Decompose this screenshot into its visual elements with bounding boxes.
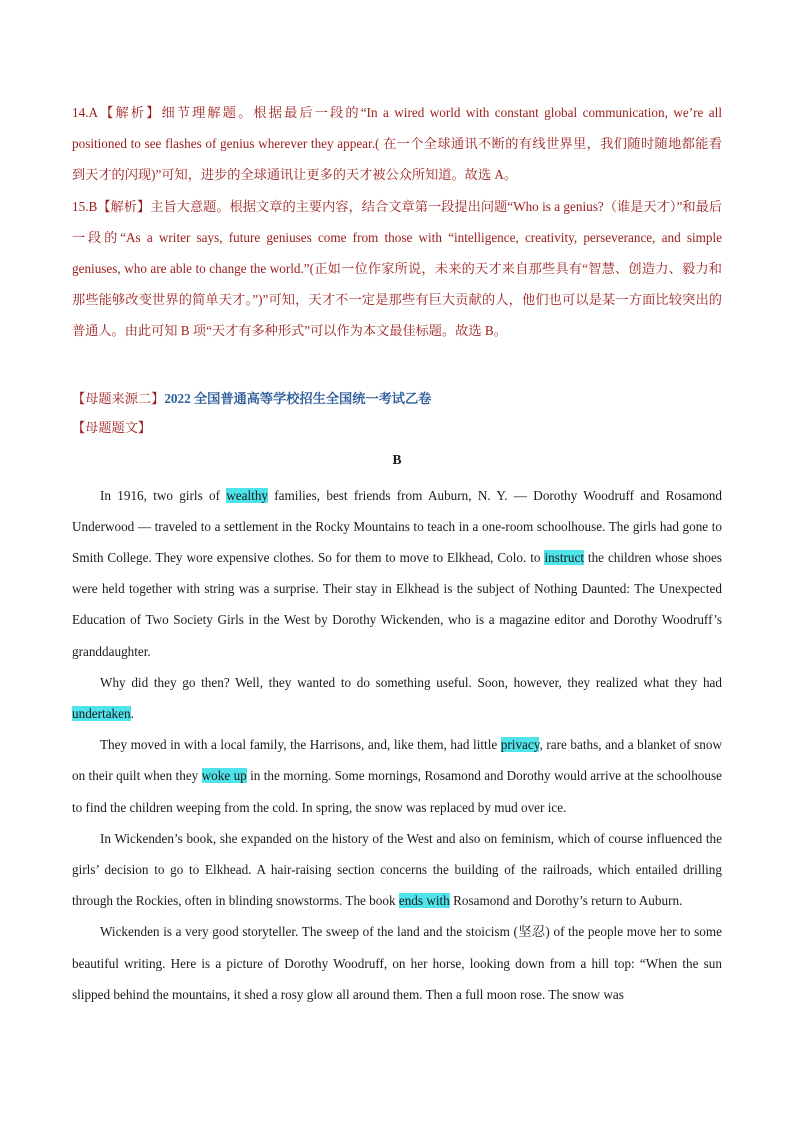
highlight-ends-with: ends with [398, 893, 450, 909]
paragraph-text: In Wickenden’s book, she expanded on the history of the West and also on feminism, which of course influenced the girls’ decision to go to Elkhead. A hair-raising section concerns the building of the railroads, which entailed drilling through the Rockies, often in blinding snowstorms. The book [72, 830, 722, 909]
highlight-privacy: privacy [500, 737, 540, 753]
paragraph-text: They moved in with a local family, the Harrisons, and, like them, had little [100, 737, 501, 753]
paragraph-text: Wickenden is a very good storyteller. The sweep of the land and the stoicism (坚忍) of the people move her to some beautiful writing. Here is a picture of Dorothy Woodruff, on her horse, looking down from a hill top: “When the sun slipped behind the mountains, it shed a rosy glow all around them. Then a full moon rose. The snow was [72, 924, 722, 1002]
passage-paragraph-5 [72, 916, 722, 1010]
answer-tag: 15.B【解析】 [72, 198, 151, 214]
paragraph-text: , rare baths, and a blanket of snow on their quilt when they [72, 737, 722, 784]
highlight-woke-up: woke up [201, 768, 247, 784]
highlight-undertaken: undertaken [72, 706, 131, 722]
paragraph-text: Rosamond and Dorothy’s return to Auburn. [449, 893, 683, 909]
passage-paragraph-1 [72, 480, 722, 667]
text-label: 【母题题文】 [72, 419, 152, 435]
paragraph-text: the children whose shoes were held together with string was a surprise. Their stay in Elkhead is the subject of Nothing Daunted: The Unexpected Education of Two Society Girls in the West by Dorothy Wickenden, who is a magazine editor and Dorothy Woodruff’s granddaughter. [72, 550, 723, 659]
document-page [72, 0, 722, 1010]
paragraph-text: in the morning. Some mornings, Rosamond and Dorothy would arrive at the schoolhouse to find the children weeping from the cold. In spring, the snow was replaced by mud over ice. [72, 768, 722, 815]
highlight-instruct: instruct [544, 550, 584, 566]
paragraph-text: In 1916, two girls of [100, 487, 227, 503]
passage-title: B [392, 451, 402, 467]
answer-14 [72, 97, 722, 191]
passage-paragraph-4 [72, 823, 722, 917]
source-title: 2022 全国普通高等学校招生全国统一考试乙卷 [164, 390, 432, 406]
passage-paragraph-2 [72, 667, 722, 729]
answer-text: 细节理解题。根据最后一段的“In a wired world with constant global communication, we’re all positioned to see flashes of genius wherever they appear.( 在一个全球通讯不断的有线世界里，我们随时随地都能看到天才的闪现)”可知，进步的全球通讯让更多的天才被公众所知道。故选 A。 [72, 105, 722, 183]
passage-paragraph-3 [72, 729, 722, 823]
paragraph-text: Why did they go then? Well, they wanted to do something useful. Soon, however, they realized what they had [100, 674, 722, 690]
source-heading [72, 384, 722, 413]
answer-15 [72, 191, 722, 347]
paragraph-text: . [130, 706, 134, 722]
paragraph-text: families, best friends from Auburn, N. Y. — Dorothy Woodruff and Rosamond Underwood — traveled to a settlement in the Rocky Mountains to teach in a one-room schoolhouse. The girls had gone to Smith College. They wore expensive clothes. So for them to move to Elkhead, Colo. to [72, 487, 722, 566]
highlight-wealthy: wealthy [226, 487, 269, 503]
source-label: 【母题来源二】 [72, 390, 165, 406]
answer-tag: 14.A【解析】 [72, 105, 162, 120]
answer-text: 主旨大意题。根据文章的主要内容，结合文章第一段提出问题“Who is a genius?（谁是天才）”和最后一段的“As a writer says, future geniuses come from those with “intelligence, creativity, perseverance, and simple geniuses, who are able to change the world.”(正如一位作家所说，未来的天才来自那些具有“智慧、创造力、毅力和那些能够改变世界的简单天才。”)”可知，天才不一定是那些有巨大贡献的人，他们也可以是某一方面比较突出的普通人。由此可知 B 项“天才有多种形式”可以作为本文最佳标题。故选 B。 [72, 198, 723, 339]
